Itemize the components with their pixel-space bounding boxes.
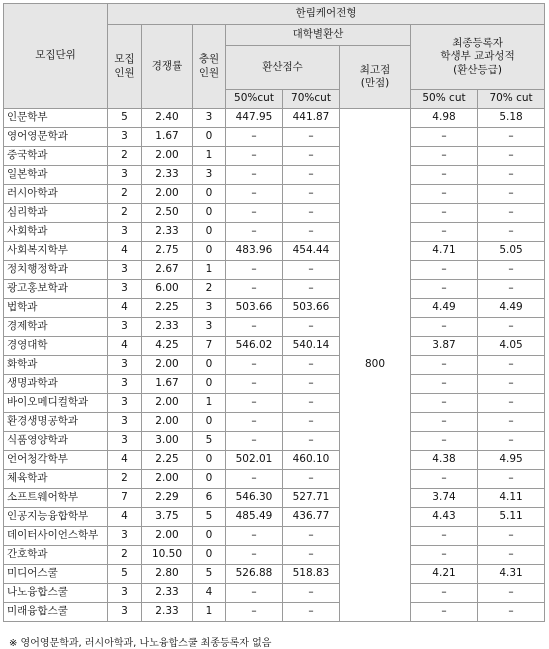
rate-cell: 2.40: [142, 109, 193, 128]
table-row: [4, 584, 545, 603]
unit-cell: 바이오메디컬학과: [4, 394, 108, 413]
unit-cell: 광고홍보학과: [4, 280, 108, 299]
quota-cell: 5: [108, 109, 142, 128]
score-cut70-cell: –: [283, 413, 340, 432]
score-cut50-cell: 483.96: [226, 242, 283, 261]
rate-cell: 2.33: [142, 318, 193, 337]
score-cut50-cell: –: [226, 318, 283, 337]
rate-cell: 3.75: [142, 508, 193, 527]
extra-cell: 3: [193, 318, 226, 337]
score-cut50-cell: –: [226, 166, 283, 185]
grade-cut70-cell: 4.49: [478, 299, 545, 318]
quota-cell: 3: [108, 375, 142, 394]
table-row: [4, 280, 545, 299]
quota-cell: 3: [108, 128, 142, 147]
rate-cell: 2.00: [142, 413, 193, 432]
score-cut50-cell: –: [226, 394, 283, 413]
score-cut50-cell: –: [226, 204, 283, 223]
extra-cell: 1: [193, 603, 226, 622]
extra-cell: 3: [193, 299, 226, 318]
score-cut50-cell: 447.95: [226, 109, 283, 128]
table-row: [4, 413, 545, 432]
extra-cell: 0: [193, 546, 226, 565]
header-competition: 경쟁률: [142, 25, 193, 109]
grade-cut70-cell: –: [478, 546, 545, 565]
extra-cell: 0: [193, 356, 226, 375]
extra-cell: 5: [193, 508, 226, 527]
grade-cut70-cell: –: [478, 166, 545, 185]
grade-cut70-cell: –: [478, 223, 545, 242]
table-row: [4, 394, 545, 413]
score-cut70-cell: –: [283, 584, 340, 603]
grade-cut50-cell: –: [411, 318, 478, 337]
unit-cell: 중국학과: [4, 147, 108, 166]
table-row: [4, 166, 545, 185]
grade-cut50-cell: –: [411, 603, 478, 622]
score-cut70-cell: 540.14: [283, 337, 340, 356]
score-cut70-cell: 527.71: [283, 489, 340, 508]
grade-cut70-cell: –: [478, 318, 545, 337]
grade-cut70-cell: 4.11: [478, 489, 545, 508]
score-cut70-cell: 518.83: [283, 565, 340, 584]
score-cut50-cell: –: [226, 280, 283, 299]
grade-cut50-cell: –: [411, 166, 478, 185]
score-cut50-cell: –: [226, 185, 283, 204]
grade-cut50-cell: 3.87: [411, 337, 478, 356]
grade-cut70-cell: –: [478, 470, 545, 489]
unit-cell: 식품영양학과: [4, 432, 108, 451]
rate-cell: 1.67: [142, 128, 193, 147]
extra-cell: 0: [193, 413, 226, 432]
extra-cell: 0: [193, 204, 226, 223]
rate-cell: 2.25: [142, 299, 193, 318]
grade-cut50-cell: 4.49: [411, 299, 478, 318]
header-final-line1: 최종등록자: [452, 37, 503, 50]
unit-cell: 인문학부: [4, 109, 108, 128]
grade-cut50-cell: –: [411, 280, 478, 299]
rate-cell: 2.29: [142, 489, 193, 508]
quota-cell: 2: [108, 204, 142, 223]
quota-cell: 2: [108, 470, 142, 489]
grade-cut50-cell: –: [411, 223, 478, 242]
quota-cell: 3: [108, 356, 142, 375]
score-cut50-cell: –: [226, 223, 283, 242]
table-body: [4, 109, 545, 622]
grade-cut50-cell: 4.21: [411, 565, 478, 584]
quota-cell: 3: [108, 223, 142, 242]
header-grade-cut50: 50% cut: [411, 90, 478, 109]
grade-cut50-cell: –: [411, 413, 478, 432]
unit-cell: 심리학과: [4, 204, 108, 223]
unit-cell: 러시아학과: [4, 185, 108, 204]
extra-cell: 0: [193, 223, 226, 242]
quota-cell: 7: [108, 489, 142, 508]
quota-cell: 4: [108, 299, 142, 318]
table-row: [4, 109, 545, 128]
unit-cell: 생명과학과: [4, 375, 108, 394]
extra-cell: 0: [193, 451, 226, 470]
rate-cell: 2.33: [142, 223, 193, 242]
score-cut70-cell: 454.44: [283, 242, 340, 261]
table-row: [4, 432, 545, 451]
grade-cut70-cell: 5.18: [478, 109, 545, 128]
score-cut50-cell: –: [226, 375, 283, 394]
quota-cell: 3: [108, 394, 142, 413]
score-cut50-cell: –: [226, 470, 283, 489]
score-cut70-cell: –: [283, 432, 340, 451]
grade-cut50-cell: –: [411, 546, 478, 565]
quota-cell: 4: [108, 508, 142, 527]
unit-cell: 영어영문학과: [4, 128, 108, 147]
quota-cell: 3: [108, 413, 142, 432]
extra-cell: 0: [193, 375, 226, 394]
grade-cut50-cell: 4.98: [411, 109, 478, 128]
score-cut70-cell: –: [283, 204, 340, 223]
unit-cell: 정치행정학과: [4, 261, 108, 280]
score-cut50-cell: 485.49: [226, 508, 283, 527]
header-max: 최고점 (만점): [340, 46, 411, 109]
quota-cell: 5: [108, 565, 142, 584]
grade-cut50-cell: –: [411, 394, 478, 413]
table-header: [4, 4, 545, 109]
rate-cell: 2.33: [142, 166, 193, 185]
score-cut50-cell: –: [226, 356, 283, 375]
score-cut50-cell: –: [226, 432, 283, 451]
grade-cut70-cell: –: [478, 394, 545, 413]
unit-cell: 화학과: [4, 356, 108, 375]
table-row: [4, 204, 545, 223]
grade-cut50-cell: –: [411, 470, 478, 489]
grade-cut70-cell: 5.05: [478, 242, 545, 261]
unit-cell: 간호학과: [4, 546, 108, 565]
extra-cell: 5: [193, 565, 226, 584]
unit-cell: 언어청각학부: [4, 451, 108, 470]
rate-cell: 2.00: [142, 147, 193, 166]
quota-cell: 3: [108, 318, 142, 337]
grade-cut70-cell: –: [478, 128, 545, 147]
extra-cell: 3: [193, 166, 226, 185]
header-score: 환산점수: [226, 46, 340, 90]
score-cut50-cell: –: [226, 413, 283, 432]
rate-cell: 2.33: [142, 603, 193, 622]
quota-cell: 3: [108, 584, 142, 603]
grade-cut70-cell: 4.05: [478, 337, 545, 356]
rate-cell: 2.50: [142, 204, 193, 223]
header-group: 한림케어전형: [108, 4, 545, 25]
extra-cell: 0: [193, 527, 226, 546]
quota-cell: 4: [108, 242, 142, 261]
header-extra: 충원 인원: [193, 25, 226, 109]
grade-cut70-cell: –: [478, 356, 545, 375]
grade-cut50-cell: –: [411, 527, 478, 546]
score-cut70-cell: –: [283, 356, 340, 375]
extra-cell: 2: [193, 280, 226, 299]
score-cut70-cell: –: [283, 470, 340, 489]
score-cut70-cell: 436.77: [283, 508, 340, 527]
grade-cut70-cell: –: [478, 584, 545, 603]
table-row: [4, 603, 545, 622]
grade-cut50-cell: 4.38: [411, 451, 478, 470]
rate-cell: 2.33: [142, 584, 193, 603]
max-score-cell: 800: [340, 109, 411, 622]
extra-cell: 7: [193, 337, 226, 356]
extra-cell: 4: [193, 584, 226, 603]
table-row: [4, 451, 545, 470]
rate-cell: 10.50: [142, 546, 193, 565]
header-final-line3: (환산등급): [453, 63, 502, 76]
grade-cut70-cell: –: [478, 432, 545, 451]
score-cut50-cell: –: [226, 128, 283, 147]
score-cut70-cell: –: [283, 223, 340, 242]
header-final: [411, 25, 545, 90]
table-row: [4, 318, 545, 337]
rate-cell: 6.00: [142, 280, 193, 299]
grade-cut50-cell: –: [411, 375, 478, 394]
table-row: [4, 356, 545, 375]
rate-cell: 1.67: [142, 375, 193, 394]
unit-cell: 소프트웨어학부: [4, 489, 108, 508]
table-row: [4, 337, 545, 356]
score-cut50-cell: –: [226, 261, 283, 280]
score-cut70-cell: –: [283, 318, 340, 337]
grade-cut70-cell: –: [478, 603, 545, 622]
unit-cell: 법학과: [4, 299, 108, 318]
quota-cell: 3: [108, 261, 142, 280]
score-cut70-cell: –: [283, 546, 340, 565]
extra-cell: 1: [193, 261, 226, 280]
grade-cut70-cell: –: [478, 204, 545, 223]
table-row: [4, 242, 545, 261]
unit-cell: 일본학과: [4, 166, 108, 185]
grade-cut50-cell: 4.43: [411, 508, 478, 527]
grade-cut50-cell: –: [411, 584, 478, 603]
quota-cell: 4: [108, 451, 142, 470]
table-row: [4, 508, 545, 527]
score-cut70-cell: –: [283, 394, 340, 413]
table-row: [4, 147, 545, 166]
unit-cell: 경제학과: [4, 318, 108, 337]
score-cut70-cell: –: [283, 128, 340, 147]
grade-cut50-cell: –: [411, 147, 478, 166]
rate-cell: 2.80: [142, 565, 193, 584]
score-cut50-cell: 502.01: [226, 451, 283, 470]
quota-cell: 3: [108, 166, 142, 185]
score-cut50-cell: 503.66: [226, 299, 283, 318]
table-row: [4, 185, 545, 204]
score-cut50-cell: 526.88: [226, 565, 283, 584]
rate-cell: 2.00: [142, 185, 193, 204]
extra-cell: 0: [193, 185, 226, 204]
quota-cell: 2: [108, 147, 142, 166]
score-cut70-cell: –: [283, 261, 340, 280]
table-row: [4, 489, 545, 508]
extra-cell: 3: [193, 109, 226, 128]
score-cut50-cell: –: [226, 527, 283, 546]
admission-results: [3, 3, 544, 649]
rate-cell: 2.67: [142, 261, 193, 280]
grade-cut50-cell: 4.71: [411, 242, 478, 261]
score-cut50-cell: –: [226, 546, 283, 565]
table-row: [4, 261, 545, 280]
unit-cell: 인공지능융합학부: [4, 508, 108, 527]
table-row: [4, 565, 545, 584]
grade-cut70-cell: 4.95: [478, 451, 545, 470]
score-cut70-cell: –: [283, 375, 340, 394]
quota-cell: 3: [108, 280, 142, 299]
header-univ-score: 대학별환산: [226, 25, 411, 46]
grade-cut70-cell: –: [478, 261, 545, 280]
table-row: [4, 299, 545, 318]
score-cut70-cell: –: [283, 185, 340, 204]
unit-cell: 나노융합스쿨: [4, 584, 108, 603]
table-row: [4, 223, 545, 242]
quota-cell: 3: [108, 432, 142, 451]
extra-cell: 0: [193, 470, 226, 489]
score-cut70-cell: –: [283, 166, 340, 185]
results-table: [3, 3, 545, 622]
rate-cell: 2.00: [142, 394, 193, 413]
header-cut50: 50%cut: [226, 90, 283, 109]
score-cut70-cell: –: [283, 280, 340, 299]
header-final-line2: 학생부 교과성적: [440, 50, 515, 63]
grade-cut50-cell: –: [411, 356, 478, 375]
unit-cell: 미래융합스쿨: [4, 603, 108, 622]
quota-cell: 2: [108, 185, 142, 204]
score-cut50-cell: –: [226, 147, 283, 166]
grade-cut70-cell: –: [478, 280, 545, 299]
extra-cell: 0: [193, 128, 226, 147]
score-cut50-cell: 546.02: [226, 337, 283, 356]
table-row: [4, 527, 545, 546]
grade-cut70-cell: –: [478, 185, 545, 204]
grade-cut50-cell: –: [411, 261, 478, 280]
table-row: [4, 546, 545, 565]
unit-cell: 경영대학: [4, 337, 108, 356]
score-cut50-cell: –: [226, 603, 283, 622]
extra-cell: 5: [193, 432, 226, 451]
unit-cell: 체육학과: [4, 470, 108, 489]
grade-cut50-cell: –: [411, 185, 478, 204]
table-row: [4, 375, 545, 394]
grade-cut50-cell: 3.74: [411, 489, 478, 508]
score-cut70-cell: 460.10: [283, 451, 340, 470]
score-cut70-cell: 441.87: [283, 109, 340, 128]
table-row: [4, 128, 545, 147]
quota-cell: 3: [108, 527, 142, 546]
score-cut70-cell: –: [283, 147, 340, 166]
grade-cut70-cell: –: [478, 375, 545, 394]
grade-cut70-cell: –: [478, 527, 545, 546]
score-cut70-cell: –: [283, 527, 340, 546]
extra-cell: 1: [193, 394, 226, 413]
header-unit: 모집단위: [4, 4, 108, 109]
rate-cell: 3.00: [142, 432, 193, 451]
quota-cell: 3: [108, 603, 142, 622]
footnote: ※ 영어영문학과, 러시아학과, 나노융합스쿨 최종등록자 없음: [9, 638, 272, 649]
grade-cut70-cell: –: [478, 147, 545, 166]
grade-cut50-cell: –: [411, 204, 478, 223]
extra-cell: 0: [193, 242, 226, 261]
rate-cell: 2.00: [142, 527, 193, 546]
grade-cut70-cell: 5.11: [478, 508, 545, 527]
header-cut70: 70%cut: [283, 90, 340, 109]
score-cut50-cell: 546.30: [226, 489, 283, 508]
rate-cell: 2.00: [142, 356, 193, 375]
unit-cell: 미디어스쿨: [4, 565, 108, 584]
grade-cut70-cell: 4.31: [478, 565, 545, 584]
extra-cell: 6: [193, 489, 226, 508]
rate-cell: 2.00: [142, 470, 193, 489]
grade-cut50-cell: –: [411, 128, 478, 147]
quota-cell: 4: [108, 337, 142, 356]
unit-cell: 사회학과: [4, 223, 108, 242]
rate-cell: 4.25: [142, 337, 193, 356]
rate-cell: 2.25: [142, 451, 193, 470]
header-grade-cut70: 70% cut: [478, 90, 545, 109]
score-cut70-cell: –: [283, 603, 340, 622]
extra-cell: 1: [193, 147, 226, 166]
grade-cut70-cell: –: [478, 413, 545, 432]
table-row: [4, 470, 545, 489]
score-cut70-cell: 503.66: [283, 299, 340, 318]
quota-cell: 2: [108, 546, 142, 565]
rate-cell: 2.75: [142, 242, 193, 261]
unit-cell: 환경생명공학과: [4, 413, 108, 432]
score-cut50-cell: –: [226, 584, 283, 603]
header-quota: 모집 인원: [108, 25, 142, 109]
unit-cell: 사회복지학부: [4, 242, 108, 261]
unit-cell: 데이터사이언스학부: [4, 527, 108, 546]
grade-cut50-cell: –: [411, 432, 478, 451]
